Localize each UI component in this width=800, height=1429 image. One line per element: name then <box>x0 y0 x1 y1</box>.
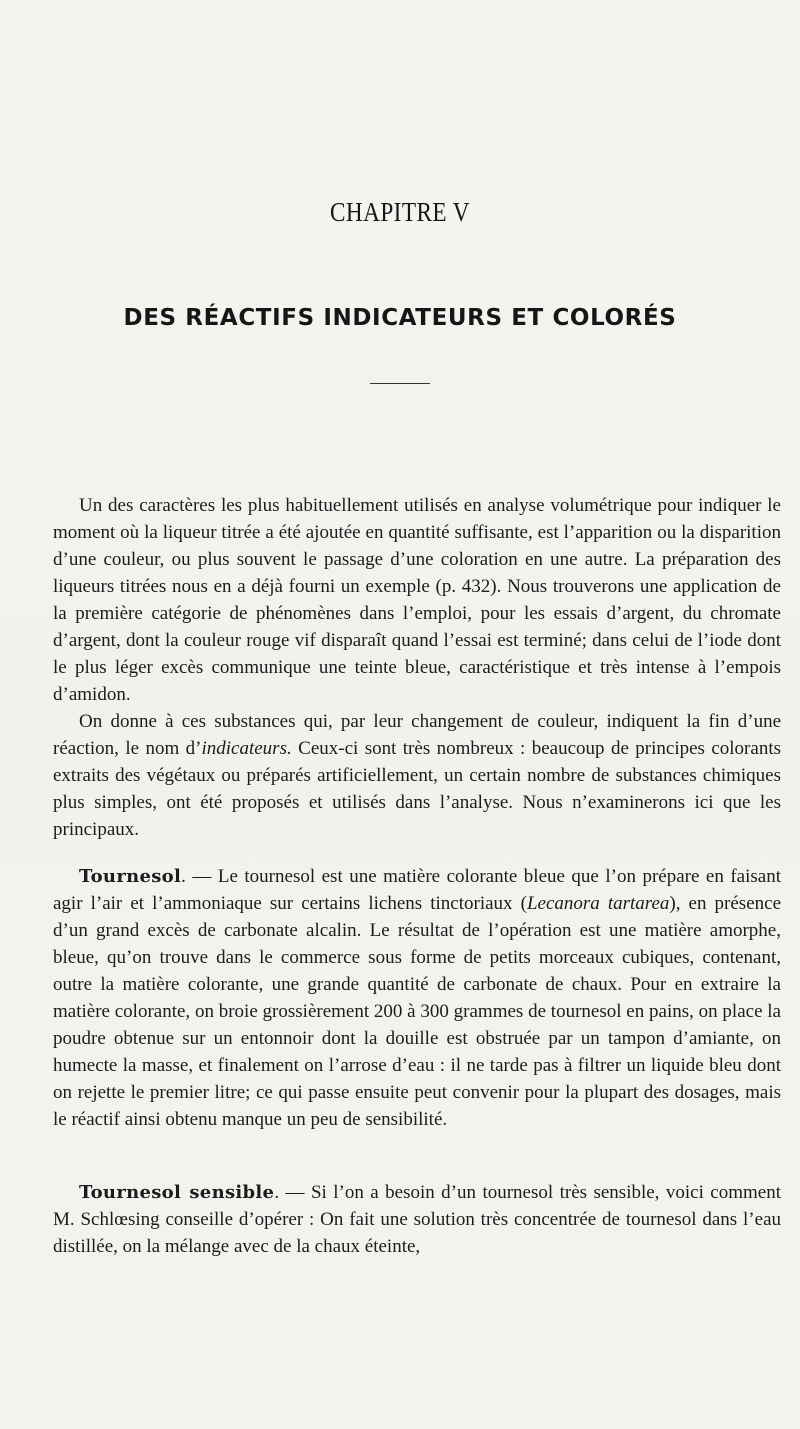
entry-tournesol-text-a: . — Le tournesol est une matière colorante bleue que l’on prépare en faisant agir l’air et l’ammoniaque sur certains lichens tinctoriaux ( <box>53 866 781 914</box>
paragraph-intro: Un des caractères les plus habituellement utilisés en analyse volumétrique pour indiquer le moment où la liqueur titrée a été ajoutée en quantité suffisante, est l’apparition ou la disparition d’une couleur, ou plus souvent le passage d’une coloration en une autre. La préparation des liqueurs titrées nous en a déjà fourni un exemple (p. 432). Nous trouverons une application de la première catégorie de phénomènes dans l’emploi, pour les essais d’argent, du chromate d’argent, dont la couleur rouge vif disparaît quand l’essai est terminé; dans celui de l’iode dont le plus léger excès communique une teinte bleue, caractéristique et très intense à l’empois d’amidon. <box>53 495 781 705</box>
entry-term-tournesol: Tournesol <box>79 866 182 887</box>
title-divider <box>370 383 430 384</box>
paragraph-indicators-text-b: Ceux-ci sont très nombreux : beaucoup de principes colorants extraits des végétaux ou préparés artificiellement, un certain nombre de substances chimiques plus simples, ont été proposés et utilisés dans l’analyse. Nous n’examinerons ici que les principaux. <box>53 738 781 840</box>
entry-tournesol <box>53 863 781 1133</box>
chapter-title: CHAPITRE V <box>330 197 470 227</box>
entry-term-tournesol-sensible: Tournesol sensible <box>79 1182 275 1203</box>
paragraph-indicators <box>53 708 781 843</box>
body-text <box>53 492 781 1260</box>
species-name: Lecanora tartarea <box>526 893 670 914</box>
entry-tournesol-text-b: ), en présence d’un grand excès de carbonate alcalin. Le résultat de l’opération est une matière amorphe, bleue, qu’on trouve dans le commerce sous forme de petits morceaux cubiques, contenant, outre la matière colorante, une grande quantité de carbonate de chaux. Pour en extraire la matière colorante, on broie grossièrement 200 à 300 grammes de tournesol en pains, on place la poudre obtenue sur un entonnoir dont la douille est obstruée par un tampon d’amiante, on humecte la masse, et finalement on l’arrose d’eau : il ne tarde pas à filtrer un liquide bleu dont on rejette le premier litre; ce qui passe ensuite peut convenir pour la plupart des dosages, mais le réactif ainsi obtenu manque un peu de sensibilité. <box>53 893 782 1130</box>
paragraph-indicators-text-a: On donne à ces substances qui, par leur changement de couleur, indiquent la fin d’une réaction, le nom d’ <box>53 711 781 759</box>
indicators-term: indicateurs. <box>201 738 292 759</box>
entry-tournesol-sensible <box>53 1179 781 1260</box>
entry-tournesol-sensible-text: . — Si l’on a besoin d’un tournesol très sensible, voici comment M. Schlœsing conseille d’opérer : On fait une solution très concentrée de tournesol dans l’eau distillée, on la mélange avec de la chaux éteinte, <box>53 1182 782 1257</box>
section-title: DES RÉACTIFS INDICATEURS ET COLORÉS <box>123 305 677 331</box>
